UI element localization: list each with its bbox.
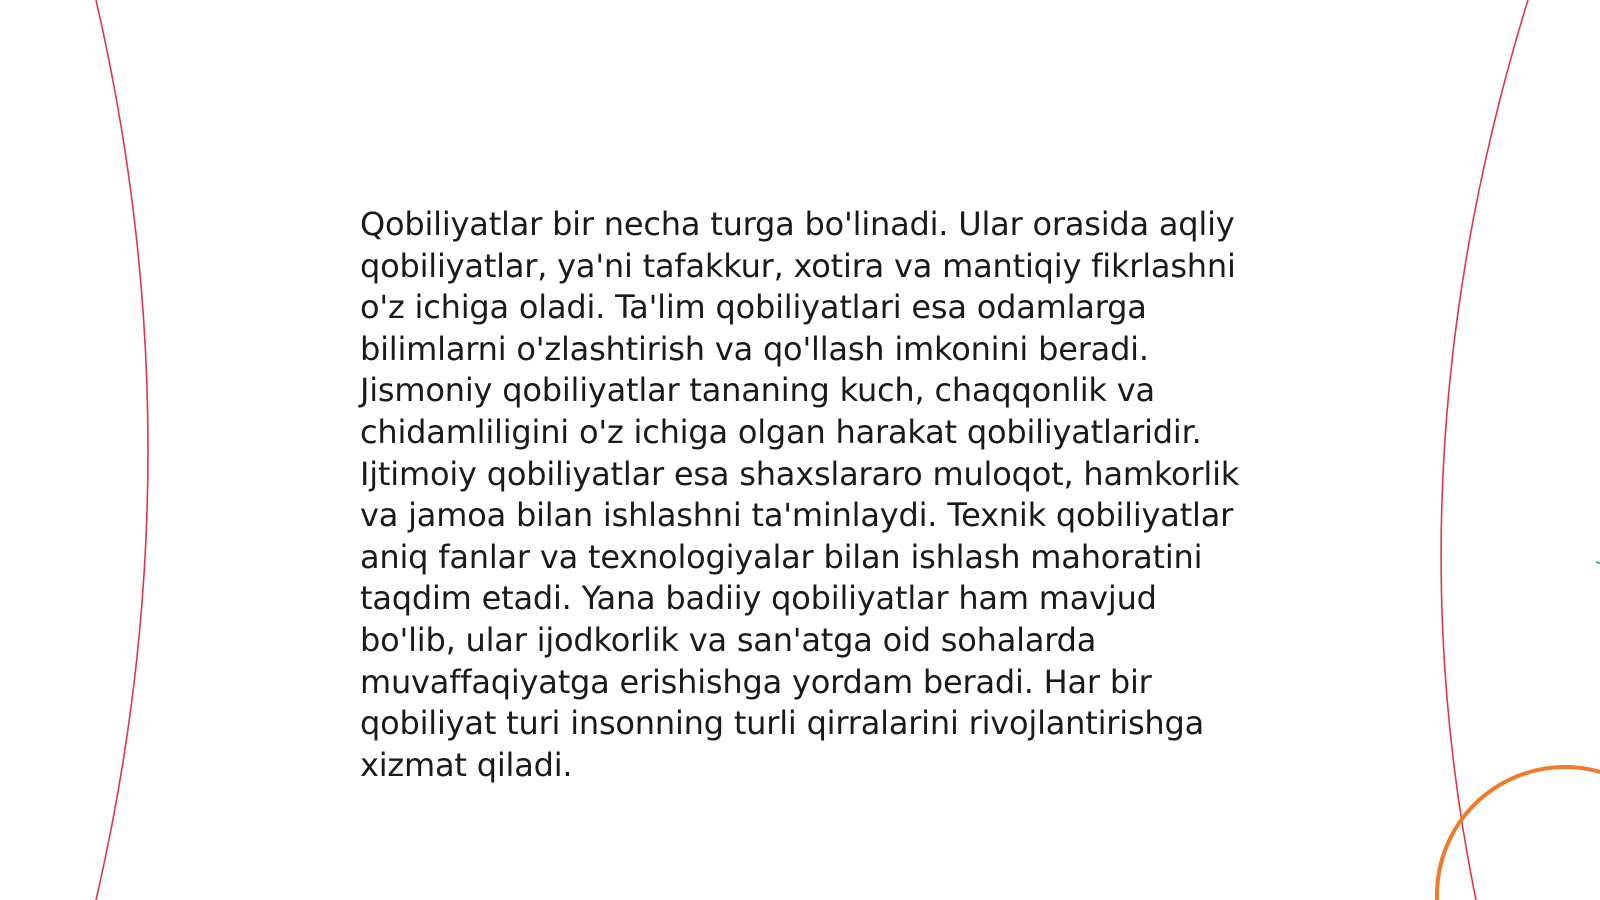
right-arc	[1441, 0, 1528, 900]
orange-circle	[1437, 767, 1600, 900]
green-accent	[1596, 562, 1600, 563]
left-arc	[96, 0, 148, 900]
body-paragraph: Qobiliyatlar bir necha turga bo'linadi. Ular orasida aqliy qobiliyatlar, ya'ni tafakkur, xotira va mantiqiy fikrlashni o'z ichiga oladi. Ta'lim qobiliyatlari esa odamlarga bilimlarni o'zlashtirish va qo'llash imkonini beradi. Jismoniy qobiliyatlar tananing kuch, chaqqonlik va chidamliligini o'z ichiga olgan harakat qobiliyatlaridir. Ijtimoiy qobiliyatlar esa shaxslararo muloqot, hamkorlik va jamoa bilan ishlashni ta'minlaydi. Texnik qobiliyatlar aniq fanlar va texnologiyalar bilan ishlash mahoratini taqdim etadi. Yana badiiy qobiliyatlar ham mavjud bo'lib, ular ijodkorlik va san'atga oid sohalarda muvaffaqiyatga erishishga yordam beradi. Har bir qobiliyat turi insonning turli qirralarini rivojlantirishga xizmat qiladi.	[360, 205, 1240, 784]
